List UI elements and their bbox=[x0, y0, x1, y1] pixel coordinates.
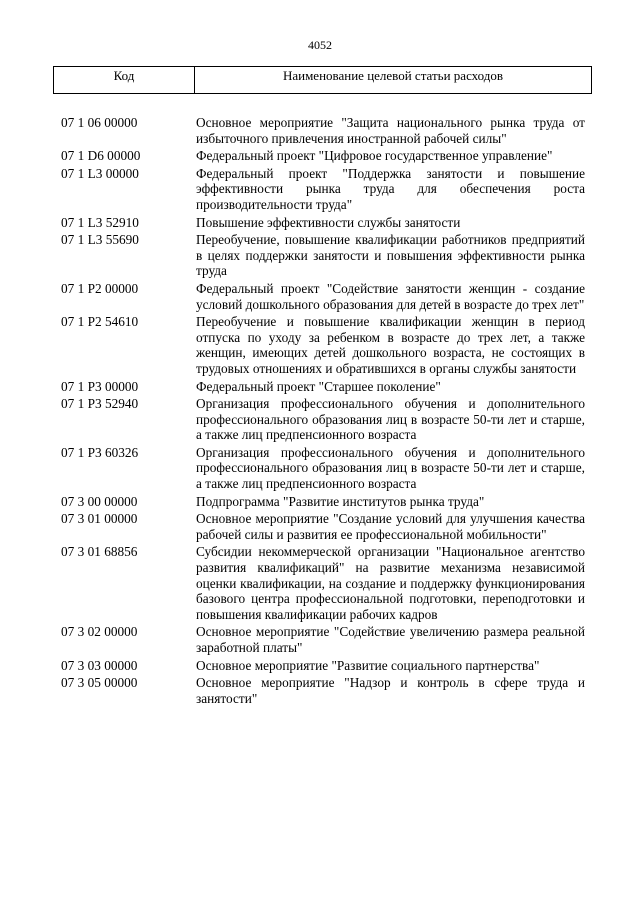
row-name: Организация профессионального обучения и дополнительного профессионального образования лиц в возрасте 50-ти лет и старше, а также лиц предпенсионного возраста bbox=[196, 444, 585, 492]
row-name: Федеральный проект "Содействие занятости женщин - создание условий дошкольного образования для детей в возрасте до трех лет" bbox=[196, 280, 585, 312]
header-code: Код bbox=[54, 67, 195, 93]
table-row bbox=[53, 494, 592, 510]
row-name: Организация профессионального обучения и дополнительного профессионального образования лиц в возрасте 50-ти лет и старше, а также лиц предпенсионного возраста bbox=[196, 396, 585, 443]
table-row bbox=[53, 215, 592, 231]
table-row bbox=[53, 314, 592, 376]
row-code: 07 3 01 00000 bbox=[61, 511, 138, 527]
row-code: 07 3 03 00000 bbox=[61, 657, 138, 673]
table-row bbox=[53, 511, 592, 542]
row-code: 07 1 D6 00000 bbox=[61, 148, 141, 164]
row-name: Субсидии некоммерческой организации "Национальное агентство развития квалификаций" на развитие механизма независимой оценки квалификации, на создание и поддержку функционирования базового центра профессиональной подготовки, переподготовки и повышения квалификации рабочих кадров bbox=[196, 544, 585, 622]
table-row bbox=[53, 232, 592, 279]
row-name: Переобучение и повышение квалификации женщин в период отпуска по уходу за ребенком в возрасте до трех лет, а также женщин, имеющих детей дошкольного возраста, не состоящих в трудовых отношениях и обратившихся в органы службы занятости bbox=[196, 314, 585, 376]
row-code: 07 1 P3 60326 bbox=[61, 444, 139, 460]
row-name: Подпрограмма "Развитие институтов рынка труда" bbox=[196, 493, 485, 509]
table-row bbox=[53, 675, 592, 706]
row-name: Основное мероприятие "Защита национального рынка труда от избыточного привлечения иностранной рабочей силы" bbox=[196, 115, 585, 146]
row-code: 07 3 05 00000 bbox=[61, 675, 138, 691]
row-code: 07 3 01 68856 bbox=[61, 544, 138, 560]
table-row bbox=[53, 166, 592, 213]
row-name: Федеральный проект "Поддержка занятости и повышение эффективности рынка труда для обеспечения роста производительности труда" bbox=[196, 165, 585, 212]
row-name: Повышение эффективности службы занятости bbox=[196, 214, 461, 230]
row-code: 07 1 P2 54610 bbox=[61, 314, 139, 330]
row-code: 07 3 00 00000 bbox=[61, 493, 138, 509]
table-row bbox=[53, 544, 592, 622]
table-row bbox=[53, 281, 592, 312]
row-code: 07 1 06 00000 bbox=[61, 115, 138, 130]
table-row bbox=[53, 396, 592, 443]
header-name: Наименование целевой статьи расходов bbox=[282, 68, 504, 83]
table-row bbox=[53, 379, 592, 395]
row-name: Основное мероприятие "Создание условий для улучшения качества рабочей силы и развития ее профессиональной мобильности" bbox=[196, 511, 585, 542]
row-name: Основное мероприятие "Развитие социального партнерства" bbox=[196, 657, 540, 673]
table-body bbox=[53, 115, 592, 708]
row-code: 07 1 L3 00000 bbox=[61, 165, 139, 181]
table-row bbox=[53, 115, 592, 146]
row-code: 07 1 P3 52940 bbox=[61, 396, 139, 412]
row-name: Федеральный проект "Старшее поколение" bbox=[196, 378, 441, 394]
row-code: 07 1 L3 52910 bbox=[61, 214, 139, 230]
page-number: 4052 bbox=[308, 38, 332, 52]
table-row bbox=[53, 658, 592, 674]
row-code: 07 1 P2 00000 bbox=[61, 280, 139, 296]
table-row bbox=[53, 445, 592, 492]
row-name: Основное мероприятие "Содействие увеличению размера реальной заработной платы" bbox=[196, 624, 585, 655]
table-row bbox=[53, 148, 592, 164]
row-name: Основное мероприятие "Надзор и контроль в сфере труда и занятости" bbox=[196, 675, 585, 706]
row-code: 07 3 02 00000 bbox=[61, 624, 138, 640]
table-row bbox=[53, 624, 592, 655]
table-header bbox=[53, 66, 592, 94]
row-code: 07 1 L3 55690 bbox=[61, 232, 139, 248]
row-name: Федеральный проект "Цифровое государственное управление" bbox=[196, 148, 553, 164]
row-code: 07 1 P3 00000 bbox=[61, 378, 139, 394]
row-name: Переобучение, повышение квалификации работников предприятий в целях поддержки занятости и повышения эффективности рынка труда bbox=[196, 232, 585, 279]
